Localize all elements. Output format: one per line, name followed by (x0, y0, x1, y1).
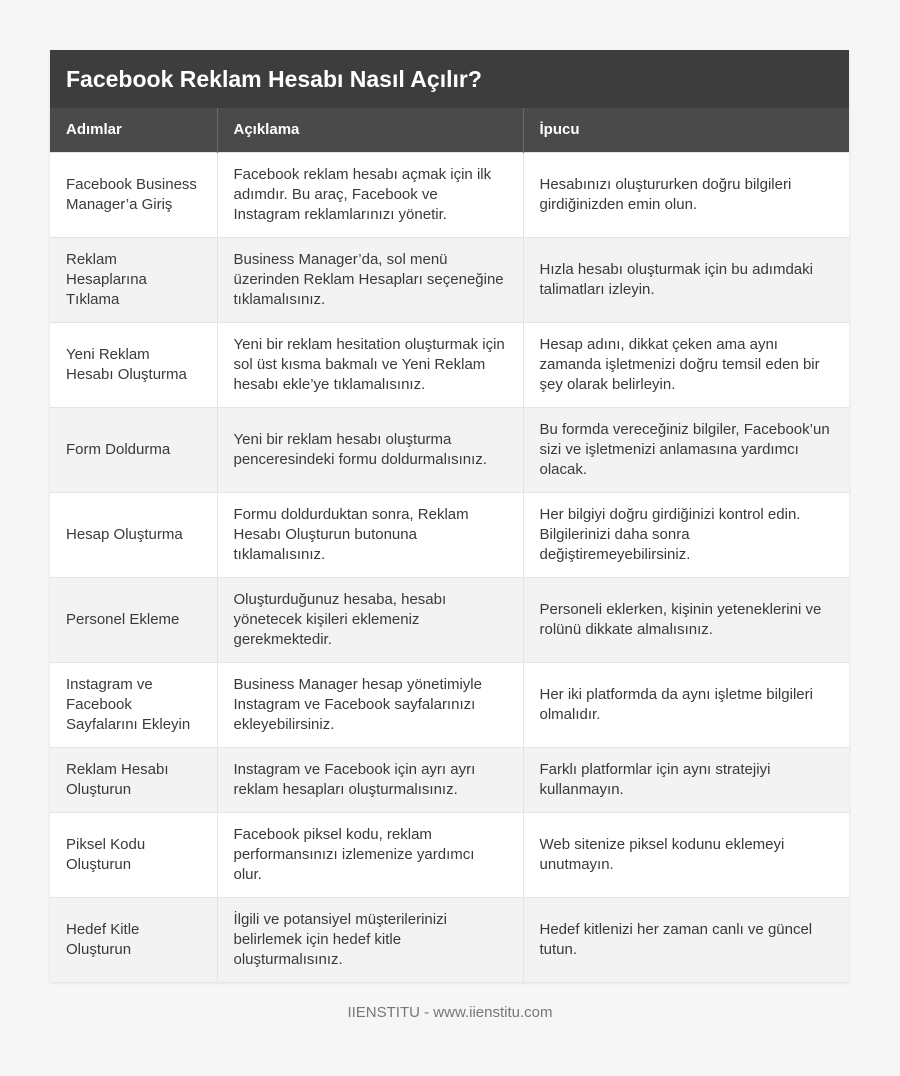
table-row (50, 662, 849, 747)
cell-tip: Hedef kitlenizi her zaman canlı ve güncel tutun. (523, 897, 849, 982)
table-row (50, 897, 849, 982)
cell-description: İlgili ve potansiyel müşterilerinizi belirlemek için hedef kitle oluşturmalısınız. (217, 897, 523, 982)
cell-step: Personel Ekleme (50, 577, 217, 662)
footer-credit: IIENSTITU - www.iienstitu.com (347, 1004, 553, 1021)
cell-step: Reklam Hesaplarına Tıklama (50, 237, 217, 322)
header-row (50, 108, 849, 152)
header-tip: İpucu (523, 108, 849, 152)
table-row (50, 152, 849, 237)
cell-tip: Her bilgiyi doğru girdiğinizi kontrol edin. Bilgilerinizi daha sonra değiştiremeyebilirsiniz. (523, 492, 849, 577)
cell-tip: Hesap adını, dikkat çeken ama aynı zamanda işletmenizi doğru temsil eden bir şey olarak belirleyin. (523, 322, 849, 407)
table-row (50, 407, 849, 492)
cell-tip: Hızla hesabı oluşturmak için bu adımdaki talimatları izleyin. (523, 237, 849, 322)
cell-step: Reklam Hesabı Oluşturun (50, 747, 217, 812)
cell-description: Oluşturduğunuz hesaba, hesabı yönetecek kişileri eklemeniz gerekmektedir. (217, 577, 523, 662)
cell-tip: Web sitenize piksel kodunu eklemeyi unutmayın. (523, 812, 849, 897)
cell-description: Yeni bir reklam hesitation oluşturmak için sol üst kısma bakmalı ve Yeni Reklam hesabı ekle’ye tıklamalısınız. (217, 322, 523, 407)
cell-description: Yeni bir reklam hesabı oluşturma penceresindeki formu doldurmalısınız. (217, 407, 523, 492)
table-title: Facebook Reklam Hesabı Nasıl Açılır? (50, 50, 849, 108)
cell-step: Instagram ve Facebook Sayfalarını Ekleyin (50, 662, 217, 747)
cell-tip: Farklı platformlar için aynı stratejiyi kullanmayın. (523, 747, 849, 812)
cell-description: Facebook piksel kodu, reklam performansınızı izlemenize yardımcı olur. (217, 812, 523, 897)
cell-tip: Bu formda vereceğiniz bilgiler, Facebook’un sizi ve işletmenizi anlamasına yardımcı olacak. (523, 407, 849, 492)
cell-description: Business Manager’da, sol menü üzerinden Reklam Hesapları seçeneğine tıklamalısınız. (217, 237, 523, 322)
cell-step: Form Doldurma (50, 407, 217, 492)
table-row (50, 492, 849, 577)
cell-tip: Personeli eklerken, kişinin yeteneklerini ve rolünü dikkate almalısınız. (523, 577, 849, 662)
steps-table (50, 108, 849, 982)
cell-step: Facebook Business Manager’a Giriş (50, 152, 217, 237)
cell-step: Hedef Kitle Oluşturun (50, 897, 217, 982)
cell-tip: Hesabınızı oluştururken doğru bilgileri girdiğinizden emin olun. (523, 152, 849, 237)
header-description: Açıklama (217, 108, 523, 152)
table-row (50, 322, 849, 407)
cell-description: Facebook reklam hesabı açmak için ilk adımdır. Bu araç, Facebook ve Instagram reklamlarınızı yönetir. (217, 152, 523, 237)
cell-step: Piksel Kodu Oluşturun (50, 812, 217, 897)
cell-step: Hesap Oluşturma (50, 492, 217, 577)
cell-description: Business Manager hesap yönetimiyle Instagram ve Facebook sayfalarınızı ekleyebilirsiniz. (217, 662, 523, 747)
table-card (50, 50, 849, 982)
table-row (50, 577, 849, 662)
cell-description: Formu doldurduktan sonra, Reklam Hesabı Oluşturun butonuna tıklamalısınız. (217, 492, 523, 577)
table-row (50, 237, 849, 322)
cell-tip: Her iki platformda da aynı işletme bilgileri olmalıdır. (523, 662, 849, 747)
header-steps: Adımlar (50, 108, 217, 152)
cell-step: Yeni Reklam Hesabı Oluşturma (50, 322, 217, 407)
cell-description: Instagram ve Facebook için ayrı ayrı reklam hesapları oluşturmalısınız. (217, 747, 523, 812)
table-row (50, 747, 849, 812)
table-row (50, 812, 849, 897)
